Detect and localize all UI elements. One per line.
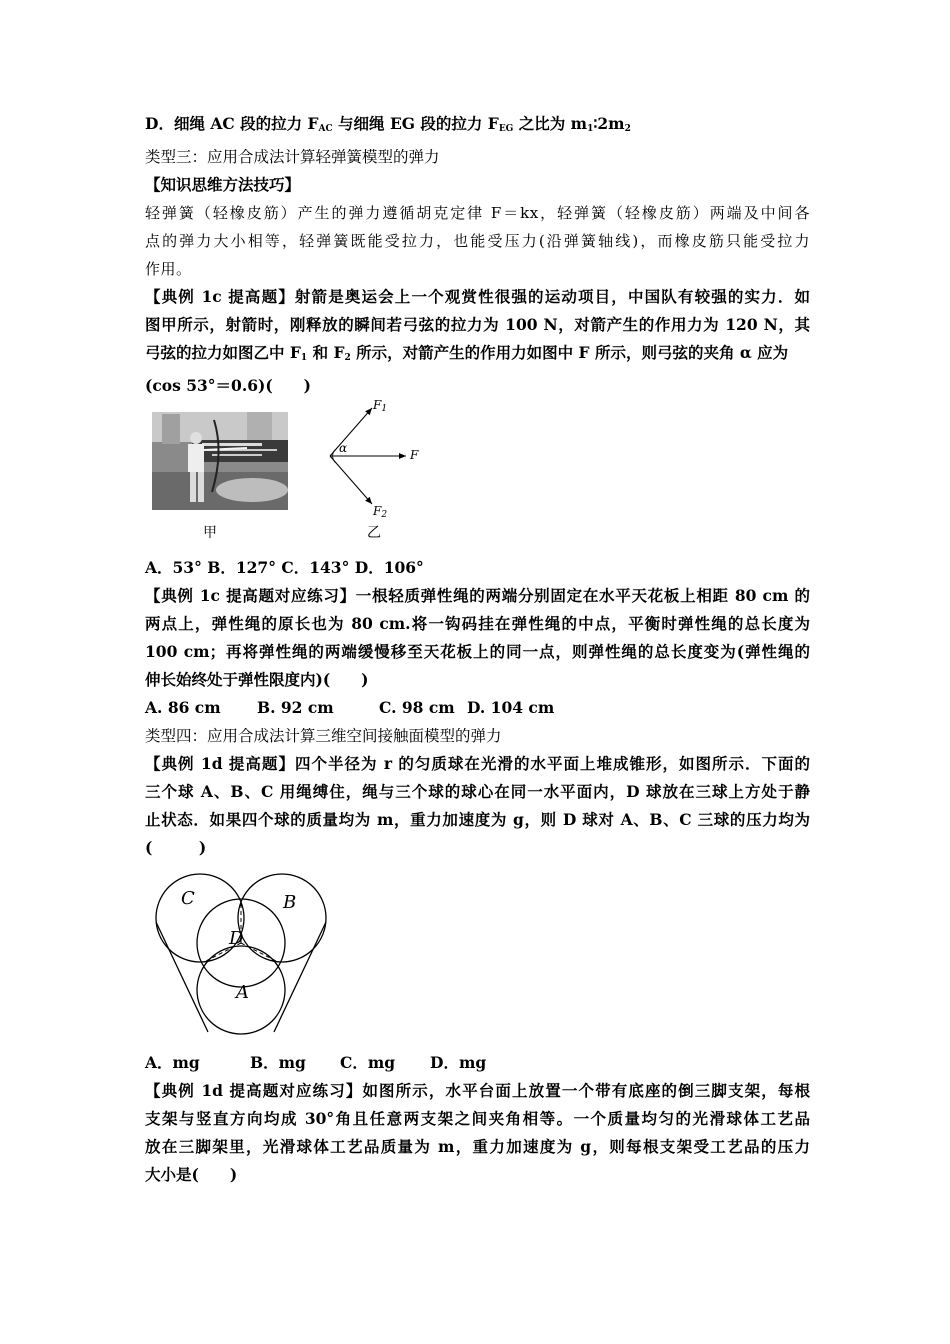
example-1d-line-4: ( ) xyxy=(145,838,207,857)
option-d[interactable]: D. 104 cm xyxy=(467,698,555,717)
ball-label-d: D xyxy=(229,928,244,949)
practice-1d-line-2: 支架与竖直方向均成 30°角且任意两支架之间夹角相等。一个质量均匀的光滑球体工艺品 xyxy=(145,1109,810,1128)
label-f: F xyxy=(410,448,419,462)
practice-1c-options xyxy=(145,694,810,722)
type4-heading: 类型四：应用合成法计算三维空间接触面模型的弹力 xyxy=(145,727,502,745)
label-alpha: α xyxy=(339,441,348,455)
ball-label-b: B xyxy=(283,892,297,913)
caption-jia: 甲 xyxy=(203,525,217,541)
knowledge-line-2: 点的弹力大小相等，轻弹簧既能受拉力，也能受压力(沿弹簧轴线)，而橡皮筋只能受拉力 xyxy=(145,232,810,250)
ball-label-a: A xyxy=(236,982,249,1003)
practice-1c-line-2: 两点上，弹性绳的原长也为 80 cm.将一钩码挂在弹性绳的中点，平衡时弹性绳的总长度为 xyxy=(145,614,810,633)
archery-figure xyxy=(145,398,810,554)
option-c[interactable]: C. 98 cm xyxy=(379,698,455,717)
option-c[interactable]: C．mg xyxy=(340,1053,396,1072)
balls-diagram xyxy=(148,870,338,1045)
practice-1d-line-4: 大小是( ) xyxy=(145,1165,238,1184)
example-1c-line-2: 图甲所示，射箭时，刚释放的瞬间若弓弦的拉力为 100 N，对箭产生的作用力为 120 N，其 xyxy=(145,315,810,334)
example-1c-line-3: 弓弦的拉力如图乙中 $F_1$ 和 $F_2$ 所示，对箭产生的作用力如图中 F 所示，则弓弦的夹角 α 应为 xyxy=(145,343,789,363)
knowledge-heading: 【知识思维方法技巧】 xyxy=(145,175,301,194)
label-f1: $F_1$ xyxy=(373,398,388,414)
example-1c-line-4: (cos 53°＝0.6)( ) xyxy=(145,376,312,395)
knowledge-line-1: 轻弹簧（轻橡皮筋）产生的弹力遵循胡克定律 F＝kx，轻弹簧（轻橡皮筋）两端及中间各 xyxy=(145,204,810,222)
label-f2: $F_2$ xyxy=(373,504,388,520)
option-a[interactable]: A．53° xyxy=(145,558,202,577)
practice-1c-line-3: 100 cm；再将弹性绳的两端缓慢移至天花板上的同一点，则弹性绳的总长度变为(弹性绳的 xyxy=(145,642,810,661)
example-1d-line-2: 三个球 A、B、C 用绳缚住，绳与三个球的球心在同一水平面内，D 球放在三球上方处于静 xyxy=(145,782,810,801)
example-1c-line-1: 【典例 1c 提高题】射箭是奥运会上一个观赏性很强的运动项目，中国队有较强的实力．如 xyxy=(145,287,810,306)
practice-1c-line-4: 伸长始终处于弹性限度内)( ) xyxy=(145,670,369,689)
four-balls-figure xyxy=(145,870,810,1045)
example-1d-line-3: 止状态．如果四个球的质量均为 m，重力加速度为 g，则 D 球对 A、B、C 三球的压力均为 xyxy=(145,810,810,829)
option-d[interactable]: D．106° xyxy=(354,558,424,577)
option-d[interactable]: D．mg xyxy=(430,1053,487,1072)
option-b[interactable]: B. 92 cm xyxy=(257,698,334,717)
type3-heading: 类型三：应用合成法计算轻弹簧模型的弹力 xyxy=(145,148,440,166)
document-page xyxy=(145,110,810,1189)
practice-1d-line-1: 【典例 1d 提高题对应练习】如图所示，水平台面上放置一个带有底座的倒三脚支架，每根 xyxy=(145,1081,810,1100)
practice-1d-line-3: 放在三脚架里，光滑球体工艺品质量为 m，重力加速度为 g，则每根支架受工艺品的压力 xyxy=(145,1137,810,1156)
example-1d-line-1: 【典例 1d 提高题】四个半径为 r 的匀质球在光滑的水平面上堆成锥形，如图所示．下面的 xyxy=(145,754,810,773)
archer-photo xyxy=(152,412,288,510)
knowledge-line-3: 作用。 xyxy=(145,260,192,278)
option-b[interactable]: B．mg xyxy=(250,1053,306,1072)
example-1d-options xyxy=(145,1049,810,1077)
option-a[interactable]: A．mg xyxy=(145,1053,200,1072)
ball-label-c: C xyxy=(181,888,195,909)
example-1c-options xyxy=(145,554,810,582)
option-c[interactable]: C．143° xyxy=(281,558,350,577)
option-d-line: D．细绳 AC 段的拉力 $F_{AC}$ 与细绳 EG 段的拉力 $F_{EG}$ 之比为 $m_1∶2m_2$ xyxy=(145,114,631,134)
option-a[interactable]: A. 86 cm xyxy=(145,698,221,717)
option-b[interactable]: B．127° xyxy=(207,558,276,577)
practice-1c-line-1: 【典例 1c 提高题对应练习】一根轻质弹性绳的两端分别固定在水平天花板上相距 80 cm 的 xyxy=(145,586,810,605)
caption-yi: 乙 xyxy=(367,525,381,541)
